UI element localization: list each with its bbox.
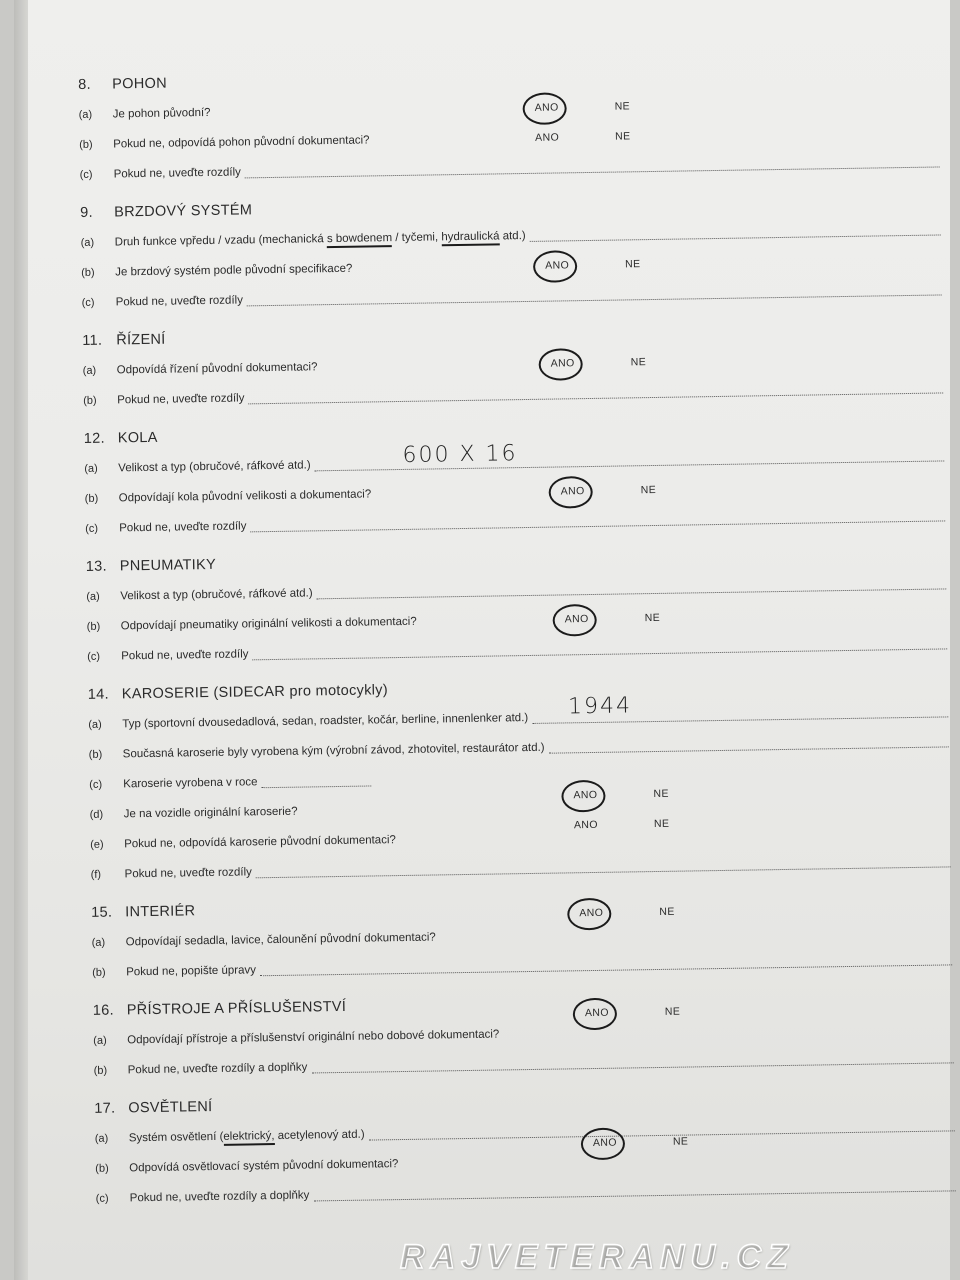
ano-option-circled[interactable]: ANO	[557, 613, 597, 626]
question-text: Pokud ne, uveďte rozdíly	[119, 520, 247, 535]
question-letter: (a)	[78, 108, 93, 121]
yes-no-choice	[527, 121, 631, 153]
section-title: PNEUMATIKY	[119, 556, 217, 575]
question-letter: (a)	[93, 1034, 107, 1047]
answer-line[interactable]	[253, 648, 948, 660]
yes-no-choice	[526, 91, 630, 123]
yes-no-choice	[577, 997, 681, 1029]
question-text: Typ (sportovní dvousedadlová, sedan, roadster, kočár, berline, innenlenker atd.)	[122, 712, 529, 731]
question-letter: (b)	[92, 966, 106, 979]
question-letter: (b)	[88, 748, 103, 761]
section-title: POHON	[112, 75, 168, 93]
section-12-kola	[84, 410, 946, 543]
question-text: Odpovídá osvětlovací systém původní dokumentaci?	[129, 1158, 399, 1175]
ano-option-circled[interactable]: ANO	[527, 101, 567, 114]
ano-option-circled[interactable]: ANO	[553, 485, 593, 498]
question-text: Velikost a typ (obručové, ráfkové atd.)	[118, 459, 311, 475]
question-letter: (a)	[80, 236, 95, 249]
question-letter: (b)	[81, 266, 95, 279]
question-text: Je na vozidle originální karoserie?	[123, 805, 298, 821]
question-text: Je brzdový systém podle původní specifikace?	[115, 262, 353, 279]
answer-line[interactable]	[311, 1062, 953, 1073]
question-letter: (d)	[89, 808, 104, 821]
ne-option[interactable]: NE	[625, 258, 641, 271]
ano-option[interactable]: ANO	[535, 131, 560, 144]
question-letter: (b)	[86, 620, 101, 633]
ne-option[interactable]: NE	[614, 100, 631, 113]
section-title: BRZDOVÝ SYSTÉM	[114, 202, 253, 221]
section-14-karoserie	[88, 666, 951, 889]
question-letter: (b)	[84, 492, 99, 505]
form-page	[14, 0, 950, 1280]
question-letter: (f)	[90, 868, 102, 881]
answer-line[interactable]	[532, 692, 948, 724]
question-text: Pokud ne, odpovídá karoserie původní dokumentaci?	[124, 834, 396, 851]
ano-option-circled[interactable]: ANO	[537, 259, 577, 272]
question-text: Současná karoserie byly vyrobena kým (výrobní závod, zhotovitel, restaurátor atd.)	[122, 741, 545, 761]
question-text: Pokud ne, uveďte rozdíly a doplňky	[127, 1061, 308, 1077]
question-letter: (a)	[86, 590, 100, 603]
answer-line[interactable]	[249, 392, 944, 404]
yes-no-choice	[542, 347, 646, 379]
question-letter: (c)	[87, 650, 101, 663]
underlined-answer: s bowdenem	[327, 232, 392, 248]
ano-option-circled[interactable]: ANO	[577, 1007, 617, 1020]
section-15-interier	[91, 884, 952, 987]
answer-line[interactable]	[262, 785, 372, 788]
question-letter: (c)	[79, 168, 93, 181]
ne-option[interactable]: NE	[653, 817, 670, 831]
answer-line[interactable]	[247, 294, 942, 306]
underlined-answer: hydraulická	[441, 230, 499, 246]
yes-no-choice	[556, 603, 660, 635]
section-title: KAROSERIE (SIDECAR pro motocykly)	[121, 682, 389, 703]
question-letter: (e)	[90, 838, 104, 851]
question-text: Pokud ne, uveďte rozdíly	[117, 392, 245, 407]
answer-line[interactable]	[260, 964, 952, 976]
answer-line[interactable]	[530, 234, 941, 241]
question-text: Pokud ne, uveďte rozdíly a doplňky	[129, 1189, 310, 1205]
ne-option[interactable]: NE	[664, 1005, 681, 1018]
ne-option[interactable]: NE	[644, 611, 661, 625]
section-13-pneumatiky	[86, 538, 948, 671]
question-text: Odpovídají sedadla, lavice, čalounění původní dokumentaci?	[125, 931, 436, 949]
section-title: ŘÍZENÍ	[116, 331, 166, 349]
answer-line[interactable]	[256, 866, 951, 878]
question-text: Pokud ne, odpovídá pohon původní dokumentaci?	[113, 134, 370, 151]
question-text: Pokud ne, uveďte rozdíly	[124, 866, 252, 881]
question-text: Karoserie vyrobena v roce	[123, 776, 258, 791]
section-title: OSVĚTLENÍ	[128, 1099, 213, 1117]
ne-option[interactable]: NE	[653, 787, 669, 801]
section-number: 8.	[78, 76, 92, 93]
question-letter: (c)	[85, 522, 99, 535]
page-fold-shadow	[14, 0, 28, 1280]
question-text: Odpovídají přístroje a příslušenství originální nebo dobové dokumentaci?	[127, 1028, 500, 1047]
question-letter: (a)	[91, 936, 106, 949]
question-letter: (a)	[82, 364, 97, 377]
section-number: 9.	[80, 204, 94, 221]
section-11-rizeni	[82, 312, 943, 415]
question-text: Pokud ne, uveďte rozdíly	[121, 648, 249, 663]
ne-option[interactable]: NE	[615, 130, 631, 143]
question-letter: (c)	[95, 1192, 109, 1205]
section-number: 14.	[87, 686, 110, 703]
ano-option-circled[interactable]: ANO	[543, 357, 583, 370]
section-17-osvetleni	[94, 1080, 956, 1213]
yes-no-choice	[552, 475, 656, 507]
question-letter: (a)	[84, 462, 98, 475]
question-text: Odpovídá řízení původní dokumentaci?	[116, 361, 318, 377]
section-8-pohon	[78, 56, 940, 189]
ne-option[interactable]: NE	[630, 356, 647, 369]
section-number: 12.	[83, 430, 105, 447]
handwritten-year: 1944	[567, 692, 633, 719]
question-text: Druh funkce vpředu / vzadu (mechanická s bowdenem / tyčemi, hydraulická atd.)	[114, 229, 526, 249]
section-16-pristroje	[93, 982, 954, 1085]
answer-line[interactable]	[549, 746, 949, 753]
answer-line[interactable]	[251, 520, 946, 532]
ano-option-circled[interactable]: ANO	[571, 907, 611, 920]
question-letter: (a)	[94, 1132, 109, 1145]
question-letter: (a)	[88, 718, 102, 731]
ne-option[interactable]: NE	[640, 483, 657, 497]
section-number: 17.	[94, 1100, 116, 1117]
question-text: Pokud ne, popište úpravy	[126, 964, 257, 979]
question-text: Odpovídají pneumatiky originální velikosti a dokumentaci?	[120, 615, 417, 633]
yes-no-choice	[585, 1127, 689, 1159]
question-text: Velikost a typ (obručové, ráfkové atd.)	[120, 587, 313, 603]
answer-line[interactable]	[245, 166, 940, 178]
question-text: Pokud ne, uveďte rozdíly	[115, 294, 243, 309]
section-title: KOLA	[117, 429, 158, 447]
section-number: 15.	[91, 904, 113, 921]
question-letter: (c)	[89, 778, 103, 791]
section-number: 11.	[82, 332, 103, 349]
section-number: 16.	[92, 1002, 114, 1019]
answer-line[interactable]	[317, 588, 947, 599]
ne-option[interactable]: NE	[659, 905, 675, 918]
question-letter: (c)	[81, 296, 95, 309]
ne-option[interactable]: NE	[672, 1135, 689, 1148]
yes-no-choice	[565, 779, 669, 811]
ano-option[interactable]: ANO	[573, 818, 599, 832]
question-letter: (b)	[93, 1064, 108, 1077]
question-text: Systém osvětlení (elektrický, acetylenový atd.)	[128, 1128, 365, 1145]
question-text: Pokud ne, uveďte rozdíly	[113, 166, 241, 181]
question-letter: (b)	[79, 138, 93, 151]
answer-line[interactable]	[313, 1190, 955, 1201]
section-number: 13.	[85, 558, 107, 575]
yes-no-choice	[571, 897, 675, 929]
site-watermark: RAJVETERANU.CZ	[400, 1238, 794, 1276]
underlined-answer: elektrický,	[223, 1130, 274, 1146]
question-letter: (b)	[95, 1162, 109, 1175]
section-title: PŘÍSTROJE A PŘÍSLUŠENSTVÍ	[126, 998, 347, 1019]
section-title: INTERIÉR	[125, 903, 196, 921]
form-sheet	[78, 56, 956, 1213]
question-text: Odpovídají kola původní velikosti a dokumentaci?	[118, 488, 372, 505]
section-9-brzdovy-system	[80, 184, 942, 317]
yes-no-choice	[566, 809, 670, 841]
ano-option-circled[interactable]: ANO	[585, 1137, 625, 1150]
answer-line[interactable]	[315, 440, 945, 471]
yes-no-choice	[537, 249, 641, 281]
question-text: Je pohon původní?	[112, 106, 211, 121]
handwritten-wheel-size: 600 X 16	[402, 440, 518, 468]
ano-option-circled[interactable]: ANO	[565, 789, 605, 802]
question-letter: (b)	[83, 394, 97, 407]
